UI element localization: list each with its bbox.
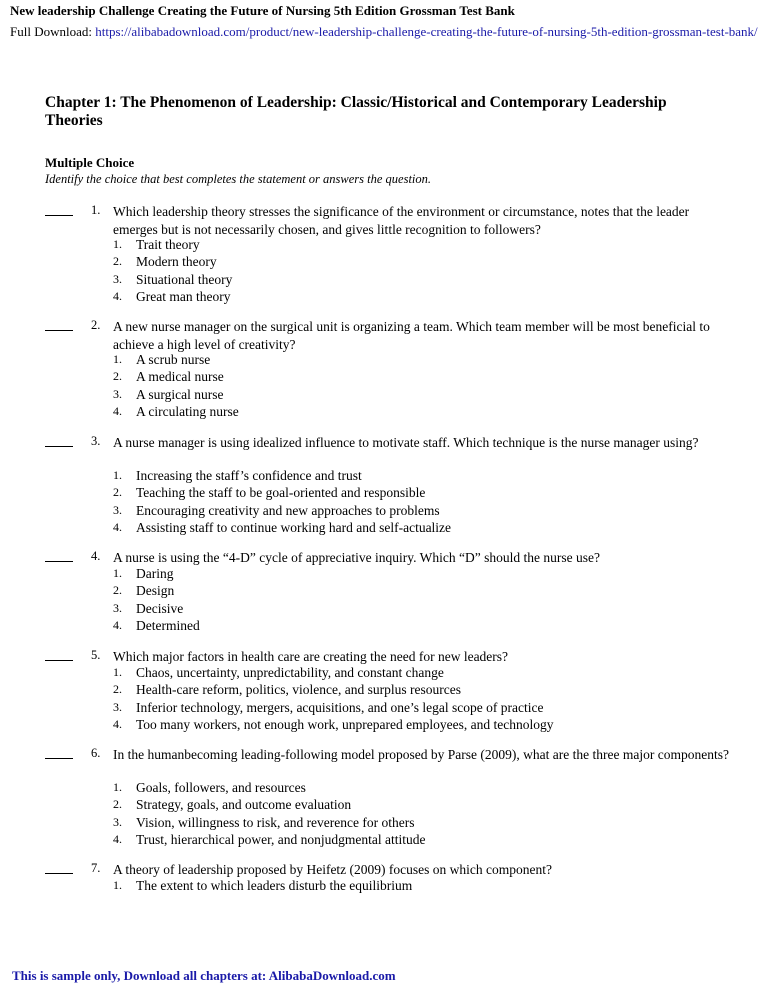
option-text: Teaching the staff to be goal-oriented and responsible	[136, 485, 426, 501]
option-text: Trait theory	[136, 237, 200, 252]
answer-option	[113, 236, 733, 253]
option-number: 1.	[113, 665, 122, 679]
option-number: 4.	[113, 403, 122, 418]
answer-options	[113, 779, 733, 848]
question-stem: In the humanbecoming leading-following model proposed by Parse (2009), what are the three major components?	[113, 747, 729, 762]
option-text: Vision, willingness to risk, and reverence for others	[136, 814, 415, 830]
question-number: 7.	[91, 861, 101, 875]
option-text: The extent to which leaders disturb the equilibrium	[136, 878, 413, 893]
option-number: 2.	[113, 254, 122, 269]
answer-option	[113, 565, 733, 582]
option-number: 3.	[113, 699, 122, 714]
footer-notice: This is sample only, Download all chapters at: AlibabaDownload.com	[12, 968, 396, 983]
question-number: 4.	[91, 549, 101, 563]
option-text: Too many workers, not enough work, unprepared employees, and technology	[136, 716, 554, 732]
option-number: 3.	[113, 600, 122, 615]
option-text: Modern theory	[136, 254, 217, 270]
answer-option	[113, 351, 733, 368]
download-label: Full Download:	[10, 24, 96, 39]
answer-options	[113, 351, 733, 420]
option-number: 4.	[113, 831, 122, 846]
answer-option	[113, 386, 733, 403]
question-number: 5.	[91, 648, 101, 662]
answer-blank[interactable]	[45, 203, 73, 216]
answer-option	[113, 582, 733, 599]
option-number: 3.	[113, 502, 122, 517]
option-number: 3.	[113, 271, 122, 286]
option-text: Assisting staff to continue working hard and self-actualize	[136, 519, 452, 535]
option-number: 1.	[113, 237, 122, 251]
answer-options	[113, 467, 733, 536]
answer-option	[113, 403, 733, 420]
option-number: 1.	[113, 878, 122, 892]
answer-option	[113, 681, 733, 698]
option-text: A circulating nurse	[136, 403, 239, 419]
answer-blank[interactable]	[45, 434, 73, 447]
option-number: 4.	[113, 716, 122, 731]
answer-option	[113, 600, 733, 617]
question-number: 1.	[91, 203, 101, 217]
question-number: 2.	[91, 318, 101, 332]
option-text: Inferior technology, mergers, acquisitions, and one’s legal scope of practice	[136, 699, 544, 715]
option-text: Chaos, uncertainty, unpredictability, and constant change	[136, 665, 444, 680]
answer-options	[113, 664, 733, 733]
option-number: 4.	[113, 288, 122, 303]
option-number: 2.	[113, 797, 122, 812]
answer-option	[113, 368, 733, 385]
option-number: 1.	[113, 468, 122, 482]
answer-option	[113, 502, 733, 519]
answer-blank[interactable]	[45, 861, 73, 874]
option-text: Health-care reform, politics, violence, and surplus resources	[136, 682, 462, 698]
option-text: Increasing the staff’s confidence and trust	[136, 468, 362, 483]
answer-option	[113, 877, 733, 894]
answer-options	[113, 565, 733, 634]
question-stem: A nurse manager is using idealized influence to motivate staff. Which technique is the nurse manager using?	[113, 435, 699, 450]
option-text: Goals, followers, and resources	[136, 780, 306, 795]
option-number: 4.	[113, 617, 122, 632]
question-stem: A new nurse manager on the surgical unit is organizing a team. Which team member will be most beneficial to achieve a high level of creativity?	[113, 319, 710, 352]
answer-blank[interactable]	[45, 746, 73, 759]
option-number: 4.	[113, 519, 122, 534]
answer-option	[113, 716, 733, 733]
answer-option	[113, 467, 733, 484]
section-heading: Multiple Choice	[45, 155, 135, 170]
option-number: 2.	[113, 369, 122, 384]
answer-blank[interactable]	[45, 549, 73, 562]
question-stem: Which leadership theory stresses the significance of the environment or circumstance, notes that the leader emerges but is not necessarily chosen, and gives little recognition to followers?	[113, 204, 690, 237]
option-number: 3.	[113, 814, 122, 829]
option-number: 3.	[113, 386, 122, 401]
option-text: Daring	[136, 566, 174, 581]
answer-option	[113, 796, 733, 813]
option-number: 2.	[113, 583, 122, 598]
option-text: Design	[136, 583, 175, 599]
answer-option	[113, 664, 733, 681]
option-text: A surgical nurse	[136, 386, 224, 402]
answer-option	[113, 617, 733, 634]
option-number: 1.	[113, 566, 122, 580]
option-text: Great man theory	[136, 288, 231, 304]
option-text: Situational theory	[136, 271, 233, 287]
question-number: 3.	[91, 434, 101, 448]
option-number: 2.	[113, 682, 122, 697]
answer-option	[113, 779, 733, 796]
option-text: Strategy, goals, and outcome evaluation	[136, 797, 352, 813]
question-number: 6.	[91, 746, 101, 760]
chapter-title: Chapter 1: The Phenomenon of Leadership: Classic/Historical and Contemporary Leadership Theories	[45, 94, 667, 129]
option-text: A scrub nurse	[136, 352, 211, 367]
answer-option	[113, 253, 733, 270]
answer-option	[113, 814, 733, 831]
option-text: Encouraging creativity and new approaches to problems	[136, 502, 440, 518]
option-number: 2.	[113, 485, 122, 500]
answer-blank[interactable]	[45, 648, 73, 661]
question-stem: A nurse is using the “4-D” cycle of appreciative inquiry. Which “D” should the nurse use?	[113, 550, 600, 565]
answer-blank[interactable]	[45, 318, 73, 331]
option-text: Determined	[136, 617, 200, 633]
answer-option	[113, 484, 733, 501]
answer-option	[113, 831, 733, 848]
answer-option	[113, 271, 733, 288]
option-text: Trust, hierarchical power, and nonjudgmental attitude	[136, 831, 426, 847]
document-header-title: New leadership Challenge Creating the Future of Nursing 5th Edition Grossman Test Bank	[10, 3, 515, 18]
option-number: 1.	[113, 352, 122, 366]
answer-options	[113, 877, 733, 894]
answer-options	[113, 236, 733, 305]
answer-option	[113, 699, 733, 716]
option-text: A medical nurse	[136, 369, 224, 385]
answer-option	[113, 519, 733, 536]
section-instruction: Identify the choice that best completes the statement or answers the question.	[45, 172, 432, 186]
answer-option	[113, 288, 733, 305]
question-stem: Which major factors in health care are creating the need for new leaders?	[113, 649, 509, 664]
download-link[interactable]: https://alibabadownload.com/product/new-leadership-challenge-creating-the-future-of-nursing-5th-edition-grossman-test-bank/	[95, 24, 758, 39]
option-text: Decisive	[136, 600, 184, 616]
option-number: 1.	[113, 780, 122, 794]
question-stem: A theory of leadership proposed by Heifetz (2009) focuses on which component?	[113, 862, 553, 877]
